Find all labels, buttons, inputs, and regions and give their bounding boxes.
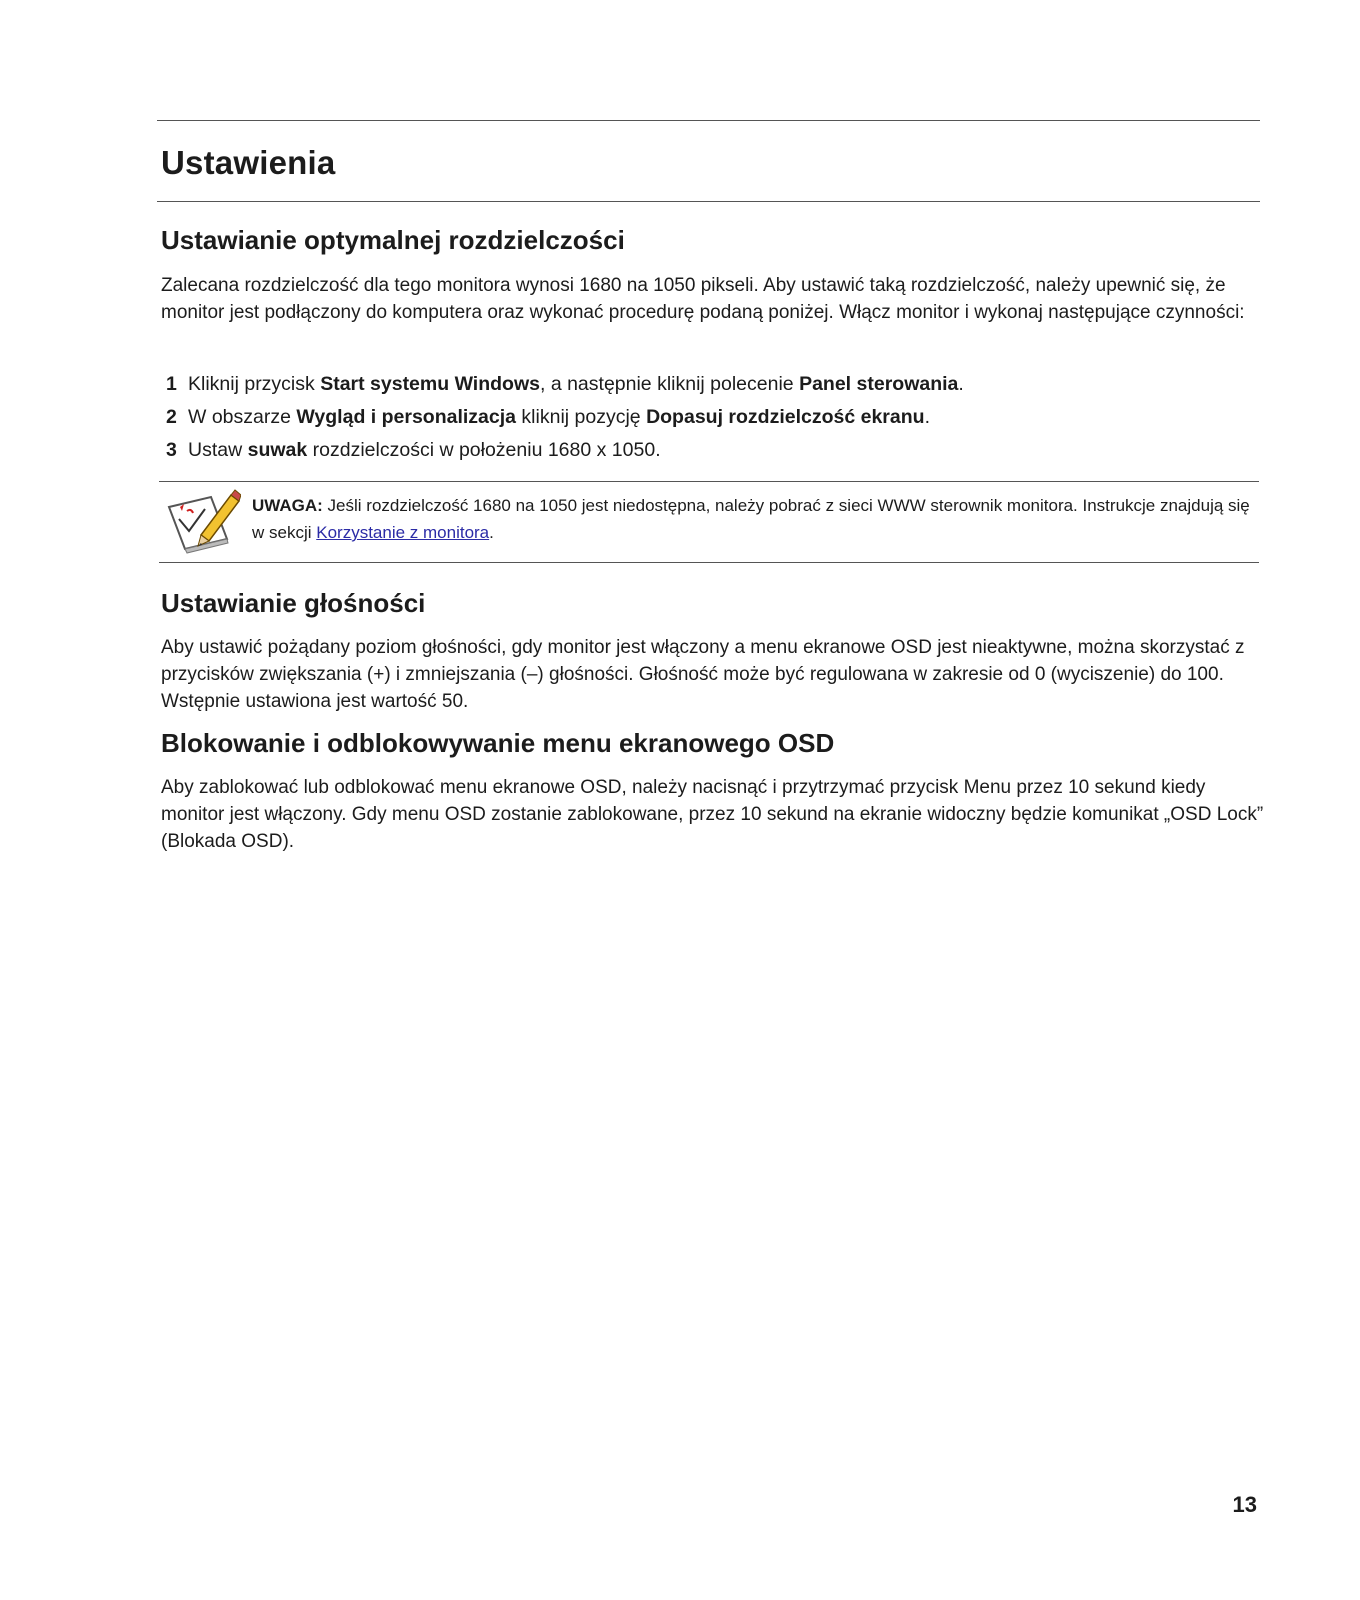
title-rule: [157, 201, 1260, 202]
link-korzystanie-z-monitora[interactable]: Korzystanie z monitora: [316, 523, 490, 542]
section-heading-osd-lock: Blokowanie i odblokowywanie menu ekranowego OSD: [161, 728, 835, 758]
note-box: [159, 481, 1259, 563]
steps-list: [161, 370, 1261, 469]
note-text: UWAGA: Jeśli rozdzielczość 1680 na 1050 jest niedostępna, należy pobrać z sieci WWW sterownik monitora. Instrukcje znajdują się w sekcji Korzystanie z monitora.: [252, 496, 1250, 542]
step-text: Kliknij przycisk Start systemu Windows, a następnie kliknij polecenie Panel sterowania.: [188, 373, 964, 395]
step-number: 3: [166, 439, 177, 461]
pencil-note-icon: [165, 489, 241, 555]
top-rule: [157, 120, 1260, 121]
page-title: Ustawienia: [161, 144, 336, 181]
section-paragraph-resolution: Zalecana rozdzielczość dla tego monitora wynosi 1680 na 1050 pikseli. Aby ustawić taką rozdzielczość, należy upewnić się, że monitor jest podłączony do komputera oraz wykonać procedurę podaną poniżej. Włącz monitor i wykonaj następujące czynności:: [161, 275, 1245, 323]
step-text: W obszarze Wygląd i personalizacja kliknij pozycję Dopasuj rozdzielczość ekranu.: [188, 406, 930, 428]
section-paragraph-volume: Aby ustawić pożądany poziom głośności, gdy monitor jest włączony a menu ekranowe OSD jest nieaktywne, można skorzystać z przycisków zwiększania (+) i zmniejszania (–) głośności. Głośność może być regulowana w zakresie od 0 (wyciszenie) do 100. Wstępnie ustawiona jest wartość 50.: [161, 637, 1245, 712]
step-text: Ustaw suwak rozdzielczości w położeniu 1680 x 1050.: [188, 439, 661, 461]
note-label: UWAGA:: [252, 496, 323, 515]
page-number: 13: [1232, 1492, 1257, 1517]
step-item: [161, 403, 1261, 436]
step-item: [161, 370, 1261, 403]
step-item: [161, 436, 1261, 469]
step-number: 1: [166, 373, 177, 395]
step-number: 2: [166, 406, 177, 428]
section-paragraph-osd-lock: Aby zablokować lub odblokować menu ekranowe OSD, należy nacisnąć i przytrzymać przycisk Menu przez 10 sekund kiedy monitor jest włączony. Gdy menu OSD zostanie zablokowane, przez 10 sekund na ekranie widoczny będzie komunikat „OSD Lock” (Blokada OSD).: [161, 777, 1264, 852]
section-heading-volume: Ustawianie głośności: [161, 588, 426, 618]
section-heading-resolution: Ustawianie optymalnej rozdzielczości: [161, 225, 625, 255]
